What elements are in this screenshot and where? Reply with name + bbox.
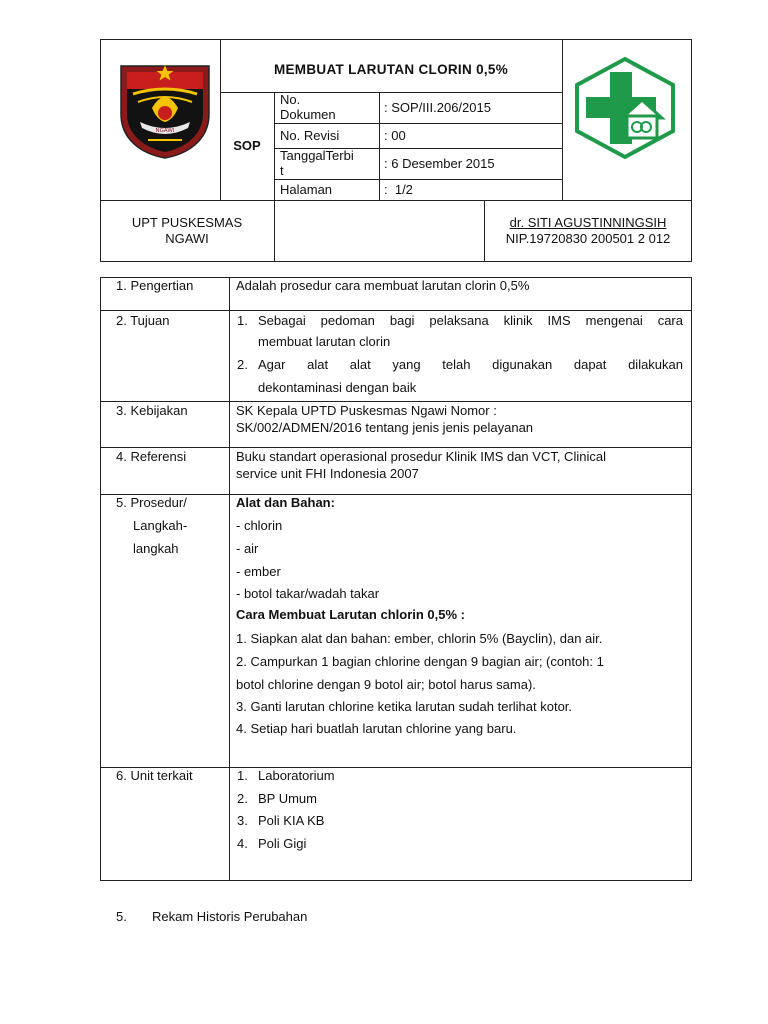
alat-item-1: - chlorin — [236, 518, 283, 533]
unit-num-2: 2. — [237, 791, 248, 806]
alat-heading: Alat dan Bahan: — [236, 495, 335, 510]
document-title: MEMBUAT LARUTAN CLORIN 0,5% — [273, 62, 509, 77]
row-label-kebijakan: 3. Kebijakan — [116, 403, 188, 418]
step-3: 3. Ganti larutan chlorine ketika larutan sudah terlihat kotor. — [236, 699, 573, 714]
tujuan-item-2-line2: dekontaminasi dengan baik — [258, 380, 417, 395]
row-label-referensi: 4. Referensi — [116, 449, 187, 464]
row-label-prosedur-2: Langkah- — [133, 518, 188, 533]
meta-label-revisi: No. Revisi — [280, 128, 340, 143]
puskesmas-logo — [572, 56, 678, 160]
tujuan-num-2: 2. — [237, 357, 248, 372]
step-1: 1. Siapkan alat dan bahan: ember, chlorin 5% (Bayclin), dan air. — [236, 631, 603, 646]
signer-nip: NIP.19720830 200501 2 012 — [505, 231, 671, 246]
unit-item-2: BP Umum — [258, 791, 317, 806]
row-label-tujuan: 2. Tujuan — [116, 313, 170, 328]
org-name — [100, 215, 274, 247]
tujuan-item-1-line1: Sebagai pedoman bagi pelaksana klinik IMS mengenai cara — [258, 313, 683, 328]
unit-item-4: Poli Gigi — [258, 836, 307, 851]
meta-value-tanggal: : 6 Desember 2015 — [384, 156, 495, 171]
unit-item-1: Laboratorium — [258, 768, 335, 783]
meta-value-revisi: : 00 — [384, 128, 406, 143]
signer-name: dr. SITI AGUSTINNINGSIH — [509, 215, 667, 230]
sop-label: SOP — [233, 138, 261, 153]
cara-heading: Cara Membuat Larutan chlorin 0,5% : — [236, 607, 465, 622]
alat-item-3: - ember — [236, 564, 281, 579]
row-label-prosedur-3: langkah — [133, 541, 179, 556]
row-label-pengertian: 1. Pengertian — [116, 278, 194, 293]
org-line-1: UPT PUSKESMAS — [131, 215, 243, 230]
unit-num-4: 4. — [237, 836, 248, 851]
signer — [484, 215, 692, 247]
unit-num-1: 1. — [237, 768, 248, 783]
tujuan-item-1-line2: membuat larutan clorin — [258, 334, 391, 349]
footer-num: 5. — [116, 909, 127, 924]
regency-crest-logo — [118, 62, 212, 160]
crest-caption: NGAWI — [155, 128, 175, 134]
pengertian-text: Adalah prosedur cara membuat larutan clorin 0,5% — [236, 278, 530, 293]
meta-label-tanggal — [280, 148, 354, 178]
meta-label-tanggal-text: TanggalTerbi t — [280, 148, 354, 178]
footer-text: Rekam Historis Perubahan — [152, 909, 308, 924]
kebijakan-line2: SK/002/ADMEN/2016 tentang jenis jenis pelayanan — [236, 420, 534, 435]
meta-label-halaman: Halaman — [280, 182, 333, 197]
meta-value-dokumen: : SOP/III.206/2015 — [384, 100, 491, 115]
org-line-2: NGAWI — [165, 231, 209, 246]
meta-value-halaman: : 1/2 — [384, 182, 413, 197]
referensi-line1: Buku standart operasional prosedur Klinik IMS dan VCT, Clinical — [236, 449, 606, 464]
row-label-unit: 6. Unit terkait — [116, 768, 193, 783]
meta-label-dokumen-text: No. Dokumen — [280, 92, 336, 122]
kebijakan-line1: SK Kepala UPTD Puskesmas Ngawi Nomor : — [236, 403, 497, 418]
step-2: 2. Campurkan 1 bagian chlorine dengan 9 bagian air; (contoh: 1 — [236, 654, 604, 669]
meta-label-dokumen — [280, 92, 336, 122]
row-label-prosedur-1: 5. Prosedur/ — [116, 495, 187, 510]
step-4: 4. Setiap hari buatlah larutan chlorine yang baru. — [236, 721, 517, 736]
tujuan-item-2-line1: Agar alat alat yang telah digunakan dapat dilakukan — [258, 357, 683, 372]
alat-item-4: - botol takar/wadah takar — [236, 586, 380, 601]
referensi-line2: service unit FHI Indonesia 2007 — [236, 466, 419, 481]
tujuan-num-1: 1. — [237, 313, 248, 328]
alat-item-2: - air — [236, 541, 259, 556]
unit-item-3: Poli KIA KB — [258, 813, 325, 828]
step-2-cont: botol chlorine dengan 9 botol air; botol harus sama). — [236, 677, 536, 692]
unit-num-3: 3. — [237, 813, 248, 828]
